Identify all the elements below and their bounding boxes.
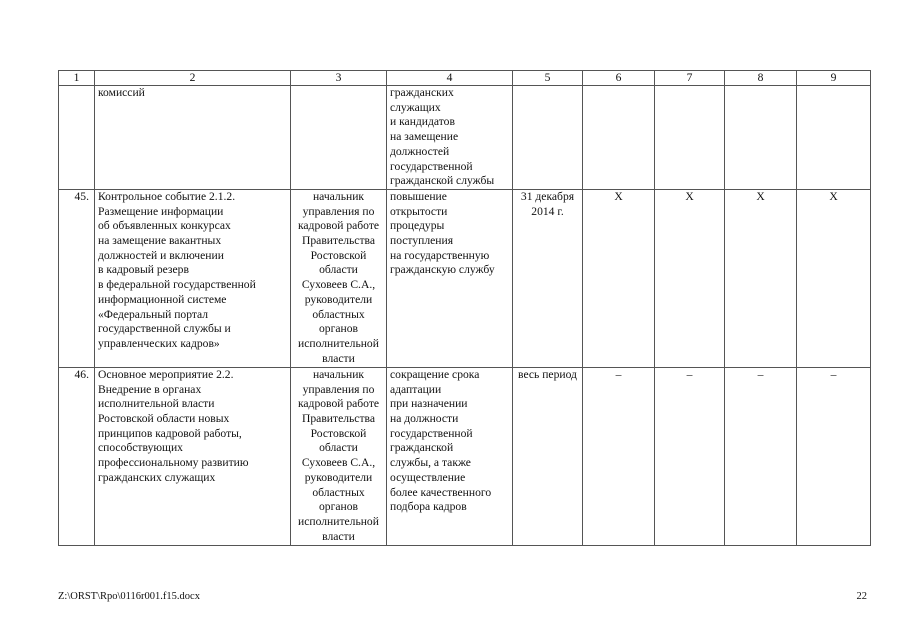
result-cell: сокращение срока адаптации при назначении на должности государственной гражданской службы, а также осуществление более качественного подбора кадров [387, 367, 513, 545]
col8-cell [725, 86, 797, 190]
col6-cell [583, 86, 655, 190]
col7-cell: Х [655, 189, 725, 367]
executor-cell: начальник управления по кадровой работе Правительства Ростовской области Суховеев С.А., руководители областных органов исполнительной власти [291, 367, 387, 545]
header-row [59, 71, 871, 86]
plan-table [58, 70, 871, 546]
column-header-9: 9 [797, 71, 871, 86]
table-row [59, 189, 871, 367]
executor-cell [291, 86, 387, 190]
col7-cell [655, 86, 725, 190]
col6-cell: – [583, 367, 655, 545]
footer-file-path: Z:\ORST\Rpo\0116r001.f15.docx [58, 591, 200, 602]
row-number [59, 86, 95, 190]
result-cell: гражданских служащих и кандидатов на замещение должностей государственной гражданской службы [387, 86, 513, 190]
table-row [59, 86, 871, 190]
column-header-6: 6 [583, 71, 655, 86]
table-row [59, 367, 871, 545]
executor-cell: начальник управления по кадровой работе Правительства Ростовской области Суховеев С.А., руководители областных органов исполнительной власти [291, 189, 387, 367]
row-number: 45. [59, 189, 95, 367]
column-header-8: 8 [725, 71, 797, 86]
row-number: 46. [59, 367, 95, 545]
col8-cell: Х [725, 189, 797, 367]
col9-cell [797, 86, 871, 190]
column-header-5: 5 [513, 71, 583, 86]
event-cell: Контрольное событие 2.1.2. Размещение информации об объявленных конкурсах на замещение вакантных должностей и включении в кадровый резерв в федеральной государственной информационной системе «Федеральный портал государственной службы и управленческих кадров» [95, 189, 291, 367]
col6-cell: Х [583, 189, 655, 367]
col8-cell: – [725, 367, 797, 545]
column-header-4: 4 [387, 71, 513, 86]
deadline-cell [513, 86, 583, 190]
event-cell: комиссий [95, 86, 291, 190]
col9-cell: – [797, 367, 871, 545]
event-cell: Основное мероприятие 2.2. Внедрение в органах исполнительной власти Ростовской области новых принципов кадровой работы, способствующих профессиональному развитию гражданских служащих [95, 367, 291, 545]
column-header-3: 3 [291, 71, 387, 86]
deadline-cell: 31 декабря 2014 г. [513, 189, 583, 367]
col7-cell: – [655, 367, 725, 545]
deadline-cell: весь период [513, 367, 583, 545]
column-header-2: 2 [95, 71, 291, 86]
col9-cell: Х [797, 189, 871, 367]
column-header-7: 7 [655, 71, 725, 86]
column-header-1: 1 [59, 71, 95, 86]
page-number: 22 [856, 591, 867, 602]
result-cell: повышение открытости процедуры поступления на государственную гражданскую службу [387, 189, 513, 367]
